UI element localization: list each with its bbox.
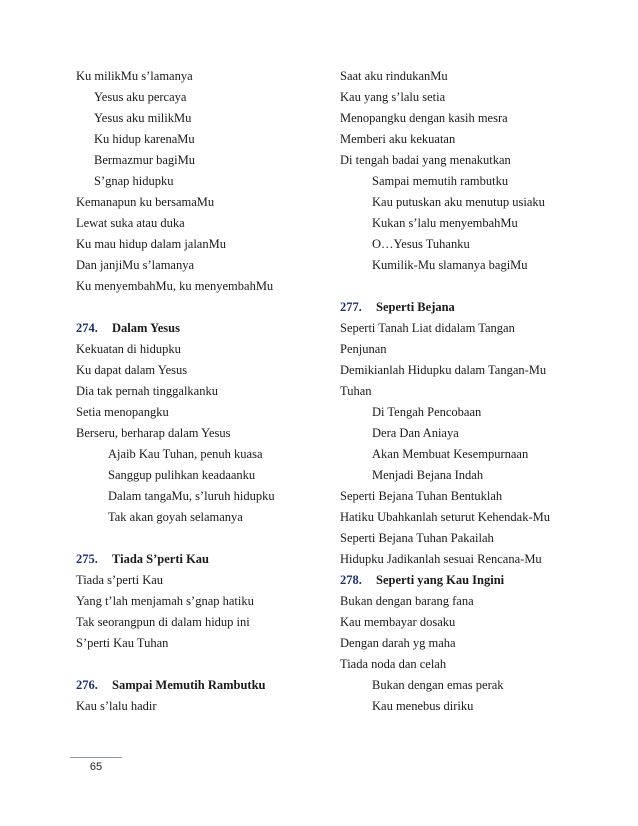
lyric-line: Hatiku Ubahkanlah seturut Kehendak-Mu: [340, 510, 551, 524]
lyric-line: Dera Dan Aniaya: [372, 426, 459, 440]
lyric-line: Kau yang s’lalu setia: [340, 90, 446, 104]
right-column: [340, 66, 610, 717]
lyric-line: Kukan s’lalu menyembahMu: [372, 216, 518, 230]
song-number: 276.: [76, 678, 98, 692]
spacer: [76, 654, 338, 675]
lyric-line: O…Yesus Tuhanku: [372, 237, 470, 251]
song-title: Tiada S’perti Kau: [112, 552, 210, 566]
lyric-line: Hidupku Jadikanlah sesuai Rencana-Mu: [340, 552, 542, 566]
page-number: 65: [89, 761, 103, 773]
song-title: Dalam Yesus: [112, 321, 180, 335]
lyric-line: S’perti Kau Tuhan: [76, 636, 169, 650]
lyric-line: Tak akan goyah selamanya: [108, 510, 243, 524]
lyric-line: Setia menopangku: [76, 405, 169, 419]
lyric-line: Menjadi Bejana Indah: [372, 468, 484, 482]
lyric-line: Penjunan: [340, 342, 387, 356]
lyric-line: Dan janjiMu s’lamanya: [76, 258, 195, 272]
lyric-line: Seperti Tanah Liat didalam Tangan: [340, 321, 515, 335]
lyric-line: Kemanapun ku bersamaMu: [76, 195, 215, 209]
lyric-line: Bukan dengan barang fana: [340, 594, 474, 608]
lyric-line: Ku mau hidup dalam jalanMu: [76, 237, 226, 251]
song-number: 274.: [76, 321, 98, 335]
song-number: 277.: [340, 300, 362, 314]
lyric-line: Tiada noda dan celah: [340, 657, 447, 671]
lyric-line: Yang t’lah menjamah s’gnap hatiku: [76, 594, 254, 608]
lyric-line: Ajaib Kau Tuhan, penuh kuasa: [108, 447, 263, 461]
lyric-line: Tuhan: [340, 384, 372, 398]
lyric-line: Bermazmur bagiMu: [94, 153, 196, 167]
lyric-line: Yesus aku percaya: [94, 90, 187, 104]
lyric-line: Demikianlah Hidupku dalam Tangan-Mu: [340, 363, 547, 377]
lyric-line: Sampai memutih rambutku: [372, 174, 509, 188]
song-title: Seperti yang Kau Ingini: [376, 573, 505, 587]
lyric-line: Memberi aku kekuatan: [340, 132, 456, 146]
left-column: [76, 66, 338, 717]
lyric-line: Yesus aku milikMu: [94, 111, 192, 125]
lyric-line: Akan Membuat Kesempurnaan: [372, 447, 529, 461]
footer-rule: [70, 757, 122, 758]
lyric-line: Menopangku dengan kasih mesra: [340, 111, 508, 125]
song-title: Sampai Memutih Rambutku: [112, 678, 266, 692]
lyric-line: Dia tak pernah tinggalkanku: [76, 384, 218, 398]
lyric-line: Dengan darah yg maha: [340, 636, 456, 650]
lyric-line: Bukan dengan emas perak: [372, 678, 504, 692]
song-heading-275: [76, 549, 338, 570]
lyric-line: Tiada s’perti Kau: [76, 573, 164, 587]
lyric-line: Seperti Bejana Tuhan Bentuklah: [340, 489, 503, 503]
lyric-line: Sanggup pulihkan keadaanku: [108, 468, 256, 482]
lyric-line: Kau s’lalu hadir: [76, 699, 157, 713]
lyric-line: Kekuatan di hidupku: [76, 342, 181, 356]
lyric-line: Kau membayar dosaku: [340, 615, 456, 629]
lyric-line: Di tengah badai yang menakutkan: [340, 153, 511, 167]
lyric-line: Ku milikMu s’lamanya: [76, 69, 193, 83]
song-heading-277: [340, 297, 610, 318]
song-heading-274: [76, 318, 338, 339]
spacer: [340, 276, 610, 297]
lyric-line: Ku hidup karenaMu: [94, 132, 195, 146]
lyric-line: Ku dapat dalam Yesus: [76, 363, 188, 377]
lyric-line: Dalam tangaMu, s’luruh hidupku: [108, 489, 275, 503]
song-title: Seperti Bejana: [376, 300, 455, 314]
lyric-line: Lewat suka atau duka: [76, 216, 185, 230]
lyric-line: Seperti Bejana Tuhan Pakailah: [340, 531, 494, 545]
lyric-line: Tak seorangpun di dalam hidup ini: [76, 615, 250, 629]
song-heading-278: [340, 570, 610, 591]
lyric-line: Kumilik-Mu slamanya bagiMu: [372, 258, 528, 272]
song-number: 278.: [340, 573, 362, 587]
lyric-line: Ku menyembahMu, ku menyembahMu: [76, 279, 274, 293]
lyric-line: Saat aku rindukanMu: [340, 69, 448, 83]
spacer: [76, 528, 338, 549]
spacer: [76, 297, 338, 318]
lyric-line: Berseru, berharap dalam Yesus: [76, 426, 231, 440]
song-number: 275.: [76, 552, 98, 566]
song-heading-276: [76, 675, 338, 696]
lyric-line: Kau putuskan aku menutup usiaku: [372, 195, 545, 209]
lyric-line: Kau menebus diriku: [372, 699, 474, 713]
lyric-line: S’gnap hidupku: [94, 174, 174, 188]
lyric-line: Di Tengah Pencobaan: [372, 405, 482, 419]
